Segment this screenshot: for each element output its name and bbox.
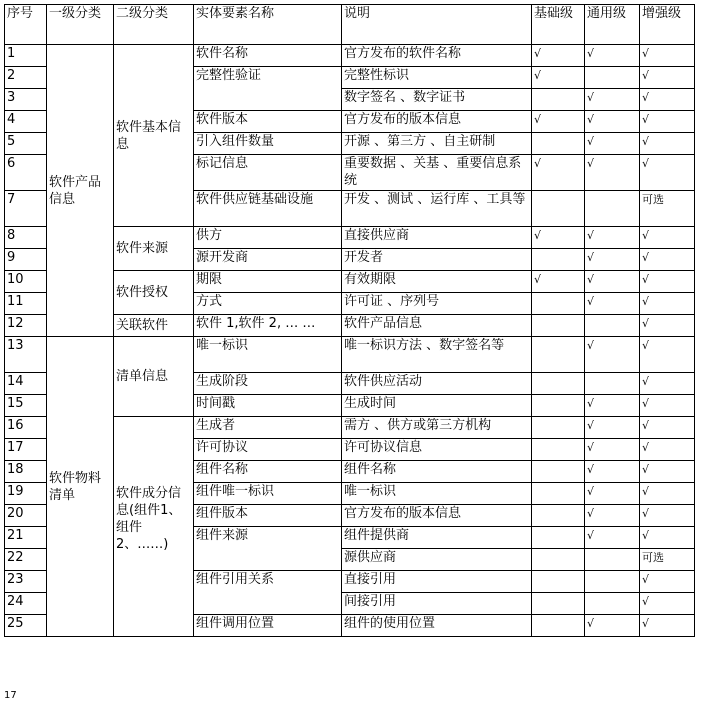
- general-level-mark: √: [585, 133, 640, 155]
- description: 开发 、测试 、运行库 、工具等: [342, 191, 532, 227]
- enhanced-level-mark: √: [640, 615, 695, 637]
- basic-level-mark: [532, 133, 585, 155]
- level2-category: 软件授权: [114, 271, 194, 315]
- description: 许可证 、序列号: [342, 293, 532, 315]
- general-level-mark: [585, 571, 640, 593]
- description: 需方 、供方或第三方机构: [342, 417, 532, 439]
- table-row: [5, 337, 695, 373]
- basic-level-mark: [532, 439, 585, 461]
- header-row: [5, 5, 695, 45]
- general-level-mark: √: [585, 417, 640, 439]
- level2-category: 软件成分信息(组件1、组件 2、……): [114, 417, 194, 637]
- general-level-mark: √: [585, 527, 640, 549]
- entity-name: 组件来源: [194, 527, 342, 571]
- basic-level-mark: √: [532, 155, 585, 191]
- description: 软件产品信息: [342, 315, 532, 337]
- entity-name: 引入组件数量: [194, 133, 342, 155]
- basic-level-mark: √: [532, 67, 585, 89]
- description: 直接供应商: [342, 227, 532, 249]
- row-number: 4: [5, 111, 47, 133]
- entity-name: 方式: [194, 293, 342, 315]
- general-level-mark: √: [585, 249, 640, 271]
- row-number: 2: [5, 67, 47, 89]
- row-number: 5: [5, 133, 47, 155]
- row-number: 10: [5, 271, 47, 293]
- description: 数字签名 、数字证书: [342, 89, 532, 111]
- basic-level-mark: [532, 549, 585, 571]
- header-desc: 说明: [342, 5, 532, 45]
- enhanced-level-mark: √: [640, 89, 695, 111]
- enhanced-level-mark: √: [640, 417, 695, 439]
- description: 直接引用: [342, 571, 532, 593]
- general-level-mark: √: [585, 111, 640, 133]
- basic-level-mark: √: [532, 227, 585, 249]
- enhanced-level-mark: √: [640, 155, 695, 191]
- entity-name: 生成阶段: [194, 373, 342, 395]
- row-number: 21: [5, 527, 47, 549]
- basic-level-mark: [532, 191, 585, 227]
- general-level-mark: [585, 67, 640, 89]
- entity-name: 软件名称: [194, 45, 342, 67]
- entity-name: 唯一标识: [194, 337, 342, 373]
- description: 有效期限: [342, 271, 532, 293]
- entity-name: 软件供应链基础设施: [194, 191, 342, 227]
- general-level-mark: √: [585, 227, 640, 249]
- basic-level-mark: √: [532, 111, 585, 133]
- entity-name: 生成者: [194, 417, 342, 439]
- general-level-mark: √: [585, 483, 640, 505]
- requirements-table: [4, 4, 695, 637]
- row-number: 15: [5, 395, 47, 417]
- entity-name: 期限: [194, 271, 342, 293]
- description: 重要数据 、关基 、重要信息系统: [342, 155, 532, 191]
- enhanced-level-mark: √: [640, 395, 695, 417]
- basic-level-mark: [532, 315, 585, 337]
- enhanced-level-mark: √: [640, 505, 695, 527]
- basic-level-mark: [532, 417, 585, 439]
- enhanced-level-mark: 可选: [640, 549, 695, 571]
- row-number: 25: [5, 615, 47, 637]
- basic-level-mark: [532, 527, 585, 549]
- entity-name: 标记信息: [194, 155, 342, 191]
- level2-category: 软件来源: [114, 227, 194, 271]
- general-level-mark: [585, 593, 640, 615]
- enhanced-level-mark: √: [640, 483, 695, 505]
- header-level2: 二级分类: [114, 5, 194, 45]
- row-number: 8: [5, 227, 47, 249]
- page-number: 17: [4, 690, 17, 701]
- enhanced-level-mark: √: [640, 337, 695, 373]
- enhanced-level-mark: √: [640, 593, 695, 615]
- entity-name: 组件唯一标识: [194, 483, 342, 505]
- enhanced-level-mark: √: [640, 315, 695, 337]
- general-level-mark: √: [585, 461, 640, 483]
- header-general: 通用级: [585, 5, 640, 45]
- row-number: 22: [5, 549, 47, 571]
- row-number: 20: [5, 505, 47, 527]
- description: 完整性标识: [342, 67, 532, 89]
- description: 唯一标识: [342, 483, 532, 505]
- description: 许可协议信息: [342, 439, 532, 461]
- basic-level-mark: [532, 89, 585, 111]
- description: 开源 、第三方 、自主研制: [342, 133, 532, 155]
- general-level-mark: √: [585, 505, 640, 527]
- description: 组件的使用位置: [342, 615, 532, 637]
- entity-name: 许可协议: [194, 439, 342, 461]
- description: 组件提供商: [342, 527, 532, 549]
- general-level-mark: √: [585, 155, 640, 191]
- entity-name: 软件 1,软件 2, … …: [194, 315, 342, 337]
- description: 官方发布的软件名称: [342, 45, 532, 67]
- entity-name: 组件引用关系: [194, 571, 342, 615]
- enhanced-level-mark: √: [640, 571, 695, 593]
- basic-level-mark: [532, 483, 585, 505]
- basic-level-mark: [532, 337, 585, 373]
- row-number: 24: [5, 593, 47, 615]
- enhanced-level-mark: √: [640, 461, 695, 483]
- row-number: 16: [5, 417, 47, 439]
- level2-category: 软件基本信息: [114, 45, 194, 227]
- level1-category: 软件产品信息: [47, 45, 114, 337]
- entity-name: 时间戳: [194, 395, 342, 417]
- row-number: 9: [5, 249, 47, 271]
- general-level-mark: √: [585, 293, 640, 315]
- level1-category: 软件物料清单: [47, 337, 114, 637]
- basic-level-mark: [532, 249, 585, 271]
- description: 唯一标识方法 、数字签名等: [342, 337, 532, 373]
- general-level-mark: √: [585, 271, 640, 293]
- entity-name: 供方: [194, 227, 342, 249]
- general-level-mark: √: [585, 439, 640, 461]
- basic-level-mark: √: [532, 45, 585, 67]
- enhanced-level-mark: √: [640, 227, 695, 249]
- row-number: 17: [5, 439, 47, 461]
- header-no: 序号: [5, 5, 47, 45]
- enhanced-level-mark: √: [640, 527, 695, 549]
- description: 源供应商: [342, 549, 532, 571]
- basic-level-mark: [532, 615, 585, 637]
- row-number: 11: [5, 293, 47, 315]
- basic-level-mark: [532, 373, 585, 395]
- header-entity: 实体要素名称: [194, 5, 342, 45]
- general-level-mark: [585, 373, 640, 395]
- description: 开发者: [342, 249, 532, 271]
- header-enhanced: 增强级: [640, 5, 695, 45]
- enhanced-level-mark: √: [640, 271, 695, 293]
- enhanced-level-mark: √: [640, 293, 695, 315]
- row-number: 23: [5, 571, 47, 593]
- entity-name: 组件调用位置: [194, 615, 342, 637]
- general-level-mark: √: [585, 337, 640, 373]
- description: 官方发布的版本信息: [342, 505, 532, 527]
- enhanced-level-mark: √: [640, 67, 695, 89]
- entity-name: 组件版本: [194, 505, 342, 527]
- basic-level-mark: [532, 461, 585, 483]
- entity-name: 完整性验证: [194, 67, 342, 111]
- enhanced-level-mark: √: [640, 45, 695, 67]
- entity-name: 组件名称: [194, 461, 342, 483]
- basic-level-mark: [532, 293, 585, 315]
- table-row: [5, 45, 695, 67]
- row-number: 6: [5, 155, 47, 191]
- general-level-mark: √: [585, 89, 640, 111]
- enhanced-level-mark: √: [640, 133, 695, 155]
- enhanced-level-mark: √: [640, 373, 695, 395]
- row-number: 3: [5, 89, 47, 111]
- level2-category: 清单信息: [114, 337, 194, 417]
- basic-level-mark: [532, 505, 585, 527]
- basic-level-mark: √: [532, 271, 585, 293]
- general-level-mark: [585, 191, 640, 227]
- row-number: 12: [5, 315, 47, 337]
- description: 间接引用: [342, 593, 532, 615]
- enhanced-level-mark: √: [640, 111, 695, 133]
- enhanced-level-mark: √: [640, 249, 695, 271]
- description: 官方发布的版本信息: [342, 111, 532, 133]
- enhanced-level-mark: 可选: [640, 191, 695, 227]
- general-level-mark: [585, 315, 640, 337]
- header-level1: 一级分类: [47, 5, 114, 45]
- description: 生成时间: [342, 395, 532, 417]
- entity-name: 软件版本: [194, 111, 342, 133]
- row-number: 18: [5, 461, 47, 483]
- level2-category: 关联软件: [114, 315, 194, 337]
- row-number: 14: [5, 373, 47, 395]
- row-number: 19: [5, 483, 47, 505]
- row-number: 13: [5, 337, 47, 373]
- row-number: 7: [5, 191, 47, 227]
- row-number: 1: [5, 45, 47, 67]
- description: 软件供应活动: [342, 373, 532, 395]
- basic-level-mark: [532, 395, 585, 417]
- entity-name: 源开发商: [194, 249, 342, 271]
- general-level-mark: √: [585, 615, 640, 637]
- general-level-mark: √: [585, 45, 640, 67]
- basic-level-mark: [532, 593, 585, 615]
- general-level-mark: [585, 549, 640, 571]
- description: 组件名称: [342, 461, 532, 483]
- basic-level-mark: [532, 571, 585, 593]
- header-basic: 基础级: [532, 5, 585, 45]
- enhanced-level-mark: √: [640, 439, 695, 461]
- general-level-mark: √: [585, 395, 640, 417]
